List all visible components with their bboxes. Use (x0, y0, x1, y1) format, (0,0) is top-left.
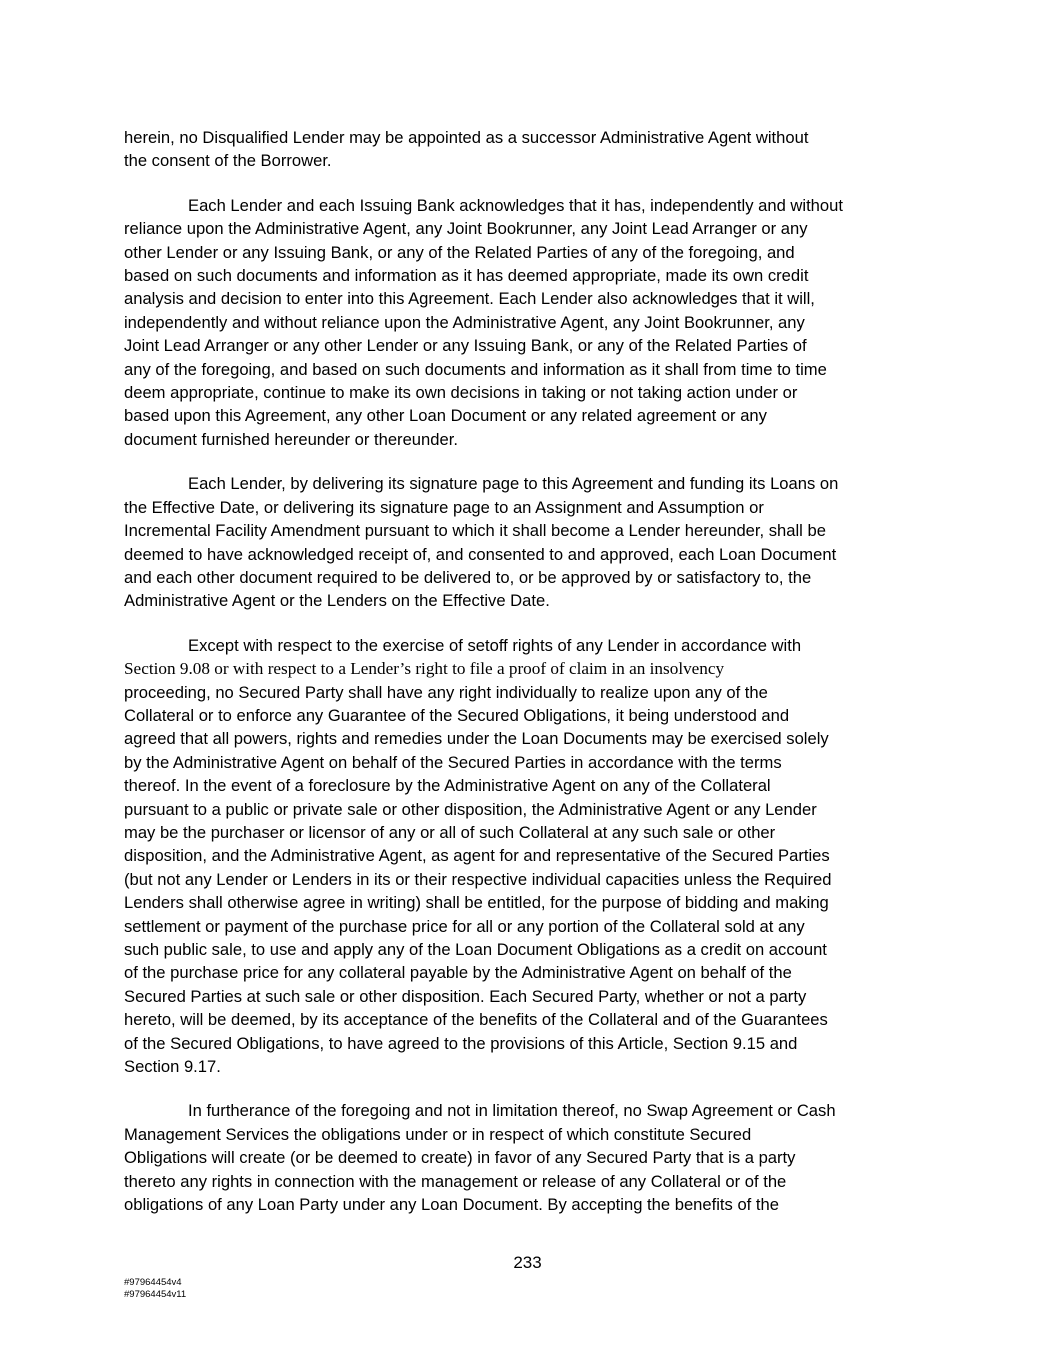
document-body (124, 126, 930, 1237)
paragraph-acknowledgement: Each Lender and each Issuing Bank acknowledges that it has, independently and without reliance upon the Administrative Agent, any Joint Bookrunner, any Joint Lead Arranger or any other Lender or any Issuing Bank, or any of the Related Parties of any of the foregoing, and based on such documents and information as it has deemed appropriate, made its own credit analysis and decision to enter into this Agreement. Each Lender also acknowledges that it will, independently and without reliance upon the Administrative Agent, any Joint Bookrunner, any Joint Lead Arranger or any other Lender or any Issuing Bank, or any of the Related Parties of any of the foregoing, and based on such documents and information as it shall from time to time deem appropriate, continue to make its own decisions in taking or not taking action under or based upon this Agreement, any other Loan Document or any related agreement or any document furnished hereunder or thereunder. (124, 195, 843, 449)
document-id-v11: #97964454v11 (124, 1289, 187, 1300)
paragraph-setoff-rights-serif-line: Section 9.08 or with respect to a Lender’s right to file a proof of claim in an insolvency (124, 659, 725, 679)
page-number: 233 (513, 1253, 542, 1272)
paragraph-setoff-rights-part-2: proceeding, no Secured Party shall have any right individually to realize upon any of the Collateral or to enforce any Guarantee of the Secured Obligations, it being understood and agreed that all powers, rights and remedies under the Loan Documents may be exercised solely by the Administrative Agent on behalf of the Secured Parties in accordance with the terms thereof. In the event of a foreclosure by the Administrative Agent on any of the Collateral pursuant to a public or private sale or other disposition, the Administrative Agent or any Lender may be the purchaser or licensor of any or all of such Collateral at any such sale or other disposition, and the Administrative Agent, as agent for and representative of the Secured Parties (but not any Lender or Lenders in its or their respective individual capacities unless the Required Lenders shall otherwise agree in writing) shall be entitled, for the purpose of bidding and making settlement or payment of the purchase price for all or any portion of the Collateral sold at any such public sale, to use and apply any of the Loan Document Obligations as a credit on account of the purchase price for any collateral payable by the Administrative Agent on behalf of the Secured Parties at such sale or other disposition. Each Secured Party, whether or not a party hereto, will be deemed, by its acceptance of the benefits of the Collateral and of the Guarantees of the Secured Obligations, to have agreed to the provisions of this Article, Section 9.15 and Section 9.17. (124, 682, 832, 1077)
paragraph-swap-agreement: In furtherance of the foregoing and not in limitation thereof, no Swap Agreement or Cash Management Services the obligations under or in respect of which constitute Secured Obligations will create (or be deemed to create) in favor of any Secured Party that is a party thereto any rights in connection with the management or release of any Collateral or of the obligations of any Loan Party under any Loan Document. By accepting the benefits of the (124, 1101, 836, 1215)
paragraph-setoff-rights-part-1: Except with respect to the exercise of setoff rights of any Lender in accordance with (188, 635, 802, 655)
paragraph-setoff-rights (124, 634, 930, 1079)
paragraph-signature-delivery: Each Lender, by delivering its signature page to this Agreement and funding its Loans on the Effective Date, or delivering its signature page to an Assignment and Assumption or Incremental Facility Amendment pursuant to which it shall become a Lender hereunder, shall be deemed to have acknowledged receipt of, and consented to and approved, each Loan Document and each other document required to be delivered to, or be approved by or satisfactory to, the Administrative Agent or the Lenders on the Effective Date. (124, 474, 839, 611)
document-id-v4: #97964454v4 (124, 1277, 182, 1288)
paragraph-continuation: herein, no Disqualified Lender may be appointed as a successor Administrative Agent without the consent of the Borrower. (124, 128, 809, 171)
